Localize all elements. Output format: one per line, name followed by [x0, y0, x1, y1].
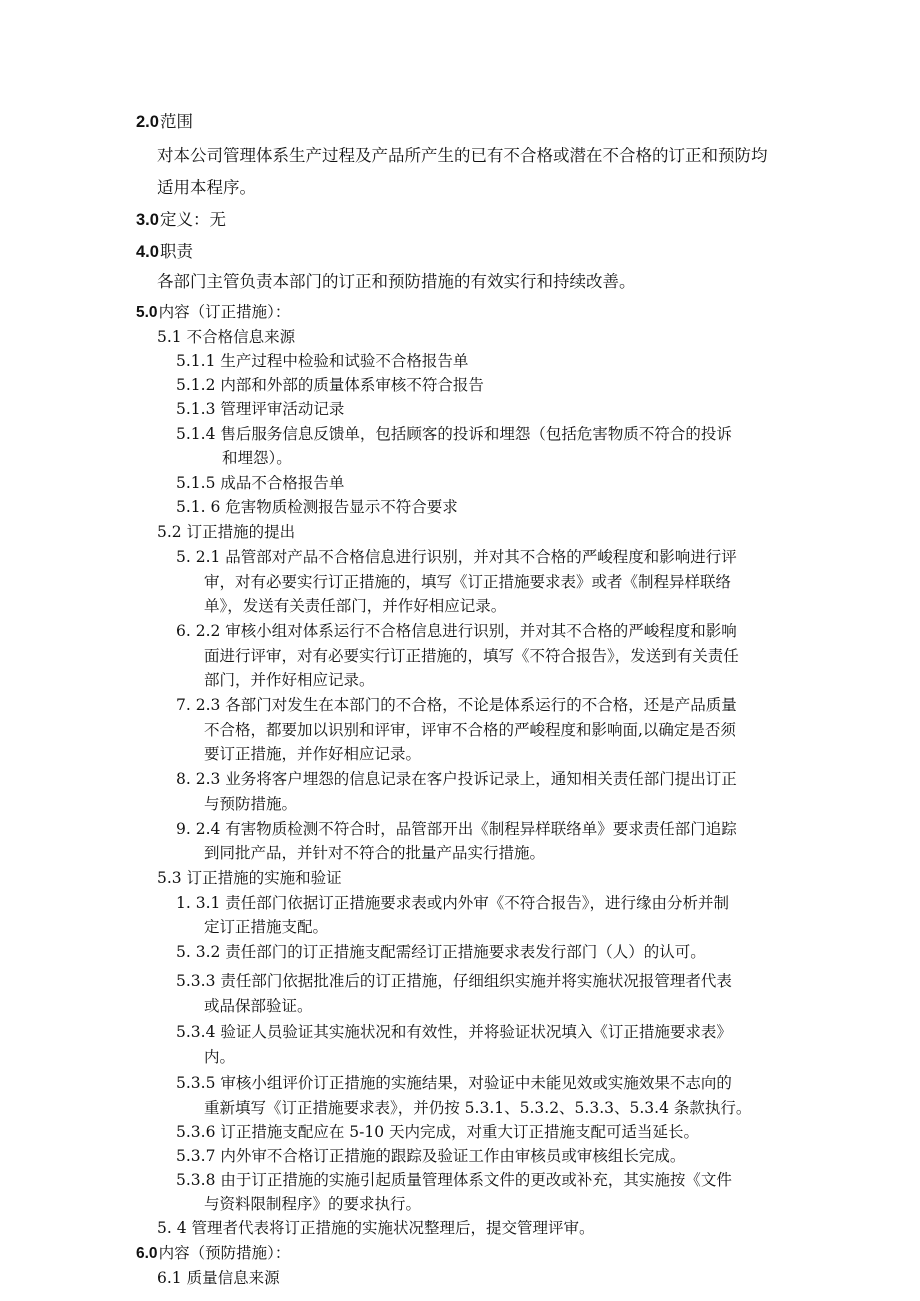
subheading-5-4: 5. 4 管理者代表将订正措施的实施状况整理后，提交管理评审。 [157, 1219, 595, 1237]
list-item-5-2-2-cont: 面进行评审，对有必要实行订正措施的，填写《不符合报告》，发送到有关责任 [204, 647, 739, 665]
list-item-5-3-8-cont: 与资料限制程序》的要求执行。 [204, 1195, 422, 1213]
list-item-5-3-2: 5. 3.2 责任部门的订正措施支配需经订正措施要求表发行部门（人）的认可。 [176, 943, 706, 961]
list-item-5-2-2: 6. 2.2 审核小组对体系运行不合格信息进行识别，并对其不合格的严峻程度和影响 [176, 622, 737, 640]
subheading-6-1: 6.1 质量信息来源 [157, 1269, 280, 1287]
heading-number: 5.0 [136, 304, 158, 321]
list-item-5-3-5: 5.3.5 审核小组评价订正措施的实施结果，对验证中未能见效或实施效果不志向的 [176, 1074, 732, 1092]
list-item-5-2-3: 7. 2.3 各部门对发生在本部门的不合格，不论是体系运行的不合格，还是产品质量 [176, 696, 737, 714]
list-item-5-3-6: 5.3.6 订正措施支配应在 5-10 天内完成，对重大订正措施支配可适当延长。 [176, 1123, 700, 1141]
heading-title: 范围 [159, 112, 193, 131]
list-item-5-2-4-cont: 与预防措施。 [204, 795, 298, 813]
list-item-5-3-8: 5.3.8 由于订正措施的实施引起质量管理体系文件的更改或补充，其实施按《文件 [176, 1171, 732, 1189]
heading-title: 职责 [159, 242, 193, 261]
heading-number: 6.0 [136, 1245, 158, 1262]
list-item-5-2-1-cont: 单》，发送有关责任部门，并作好相应记录。 [204, 597, 507, 615]
list-item-5-1-4-cont: 和埋怨）。 [222, 449, 292, 467]
heading-4-responsibility [136, 241, 193, 263]
list-item-5-3-3-cont: 或品保部验证。 [204, 997, 313, 1015]
heading-5-corrective [136, 301, 290, 324]
list-item-5-2-1-cont: 审，对有必要实行订正措施的，填写《订正措施要求表》或者《制程异样联络 [204, 573, 732, 591]
heading-number: 3.0 [136, 211, 159, 229]
list-item-5-1-4: 5.1.4 售后服务信息反馈单，包括顾客的投诉和埋怨（包括危害物质不符合的投诉 [176, 425, 732, 443]
list-item-5-2-3-cont: 不合格，都要加以识别和评审，评审不合格的严峻程度和影响面,以确定是否须 [204, 721, 736, 739]
subheading-5-1: 5.1 不合格信息来源 [157, 328, 296, 346]
subheading-5-2: 5.2 订正措施的提出 [157, 523, 296, 541]
list-item-5-3-4: 5.3.4 验证人员验证其实施状况和有效性，并将验证状况填入《订正措施要求表》 [176, 1023, 732, 1041]
list-item-5-3-1: 1. 3.1 责任部门依据订正措施要求表或内外审《不符合报告》，进行缘由分析并制 [176, 894, 730, 912]
heading-title: 内容（预防措施）： [158, 1244, 291, 1262]
list-item-5-1-3: 5.1.3 管理评审活动记录 [176, 400, 345, 418]
list-item-5-2-4: 8. 2.3 业务将客户埋怨的信息记录在客户投诉记录上，通知相关责任部门提出订正 [176, 770, 737, 788]
list-item-5-2-2-cont: 部门，并作好相应记录。 [204, 671, 375, 689]
list-item-5-1-5: 5.1.5 成品不合格报告单 [176, 474, 345, 492]
list-item-5-2-3-cont: 要订正措施，并作好相应记录。 [204, 745, 422, 763]
list-item-5-2-5: 9. 2.4 有害物质检测不符合时，品管部开出《制程异样联络单》要求责任部门追踪 [176, 820, 737, 838]
scope-paragraph-line-2: 适用本程序。 [157, 178, 256, 197]
responsibility-paragraph: 各部门主管负责本部门的订正和预防措施的有效实行和持续改善。 [157, 272, 636, 291]
heading-6-preventive [136, 1242, 290, 1265]
list-item-5-3-3: 5.3.3 责任部门依据批准后的订正措施，仔细组织实施并将实施状况报管理者代表 [176, 972, 732, 990]
heading-3-definition [136, 209, 226, 231]
list-item-5-3-5-cont: 重新填写《订正措施要求表》，并仍按 5.3.1、5.3.2、5.3.3、5.3.4 条款执行。 [204, 1099, 752, 1117]
heading-number: 4.0 [136, 243, 159, 261]
heading-2-scope [136, 111, 193, 133]
list-item-5-3-4-cont: 内。 [204, 1048, 236, 1066]
list-item-5-2-1: 5. 2.1 品管部对产品不合格信息进行识别，并对其不合格的严峻程度和影响进行评 [176, 548, 737, 566]
list-item-5-3-1-cont: 定订正措施支配。 [204, 918, 329, 936]
list-item-5-1-1: 5.1.1 生产过程中检验和试验不合格报告单 [176, 352, 469, 370]
heading-title: 内容（订正措施）： [158, 303, 291, 321]
list-item-5-1-2: 5.1.2 内部和外部的质量体系审核不符合报告 [176, 376, 484, 394]
list-item-5-1-6: 5.1. 6 危害物质检测报告显示不符合要求 [176, 498, 458, 516]
list-item-5-2-5-cont: 到同批产品，并针对不符合的批量产品实行措施。 [204, 844, 546, 862]
heading-title: 定义：无 [159, 210, 226, 229]
list-item-5-3-7: 5.3.7 内外审不合格订正措施的跟踪及验证工作由审核员或审核组长完成。 [176, 1147, 686, 1165]
subheading-5-3: 5.3 订正措施的实施和验证 [157, 869, 342, 887]
heading-number: 2.0 [136, 113, 159, 131]
scope-paragraph-line-1: 对本公司管理体系生产过程及产品所产生的已有不合格或潜在不合格的订正和预防均 [157, 146, 768, 165]
